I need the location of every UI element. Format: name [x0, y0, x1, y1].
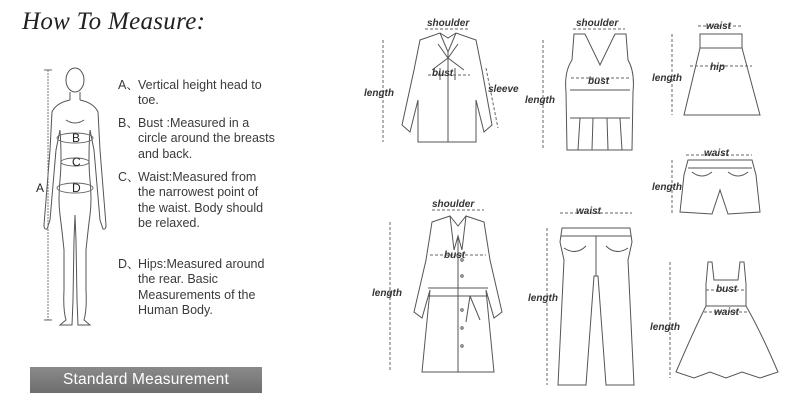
coat-bust-label: bust	[444, 250, 466, 261]
skirt-waist-label: waist	[706, 21, 732, 32]
shirt-bust-label: bust	[432, 68, 454, 79]
dress-bust-label: bust	[716, 284, 738, 295]
pants-waist-label: waist	[576, 206, 602, 217]
note-key: D、	[118, 257, 140, 271]
coat-shoulder-label: shoulder	[432, 199, 475, 210]
sleeveless-top-icon	[566, 34, 634, 150]
body-figure	[44, 68, 106, 325]
page-title: How To Measure:	[22, 8, 206, 35]
coat-length-label: length	[372, 288, 402, 299]
pants-length-label: length	[528, 293, 558, 304]
skirt-hip-label: hip	[710, 62, 725, 73]
skirt-icon	[684, 34, 760, 115]
pants-icon	[558, 228, 634, 385]
shorts-length-label: length	[652, 182, 682, 193]
shirt-shoulder-label: shoulder	[427, 18, 470, 29]
top-bust-label: bust	[588, 76, 610, 87]
note-key: A、	[118, 78, 139, 92]
top-shoulder-label: shoulder	[576, 18, 619, 29]
shirt-sleeve-label: sleeve	[488, 84, 519, 95]
shirt-icon	[402, 33, 492, 142]
skirt-length-label: length	[652, 73, 682, 84]
dress-waist-label: waist	[714, 307, 740, 318]
shirt-length-label: length	[364, 88, 394, 99]
note-text: Waist:Measured from the narrowest point of the waist. Body should be relaxed.	[138, 170, 264, 231]
body-letter-a: A	[36, 181, 45, 195]
shorts-icon	[680, 160, 760, 214]
note-text: Vertical height head to toe.	[138, 78, 262, 108]
coat-icon	[414, 216, 502, 372]
body-letter-d: D	[72, 181, 81, 195]
body-letter-b: B	[72, 131, 81, 145]
note-text: Hips:Measured around the rear. Basic Measurements of the Human Body.	[138, 257, 265, 318]
body-letter-c: C	[72, 155, 81, 169]
note-key: C、	[118, 170, 140, 184]
dress-length-label: length	[650, 322, 680, 333]
note-text: Bust :Measured in a circle around the breasts and back.	[138, 116, 275, 161]
note-key: B、	[118, 116, 139, 130]
top-length-label: length	[525, 95, 555, 106]
shorts-waist-label: waist	[704, 148, 730, 159]
standard-measurement-banner: Standard Measurement	[30, 367, 262, 393]
dress-icon	[676, 262, 778, 378]
